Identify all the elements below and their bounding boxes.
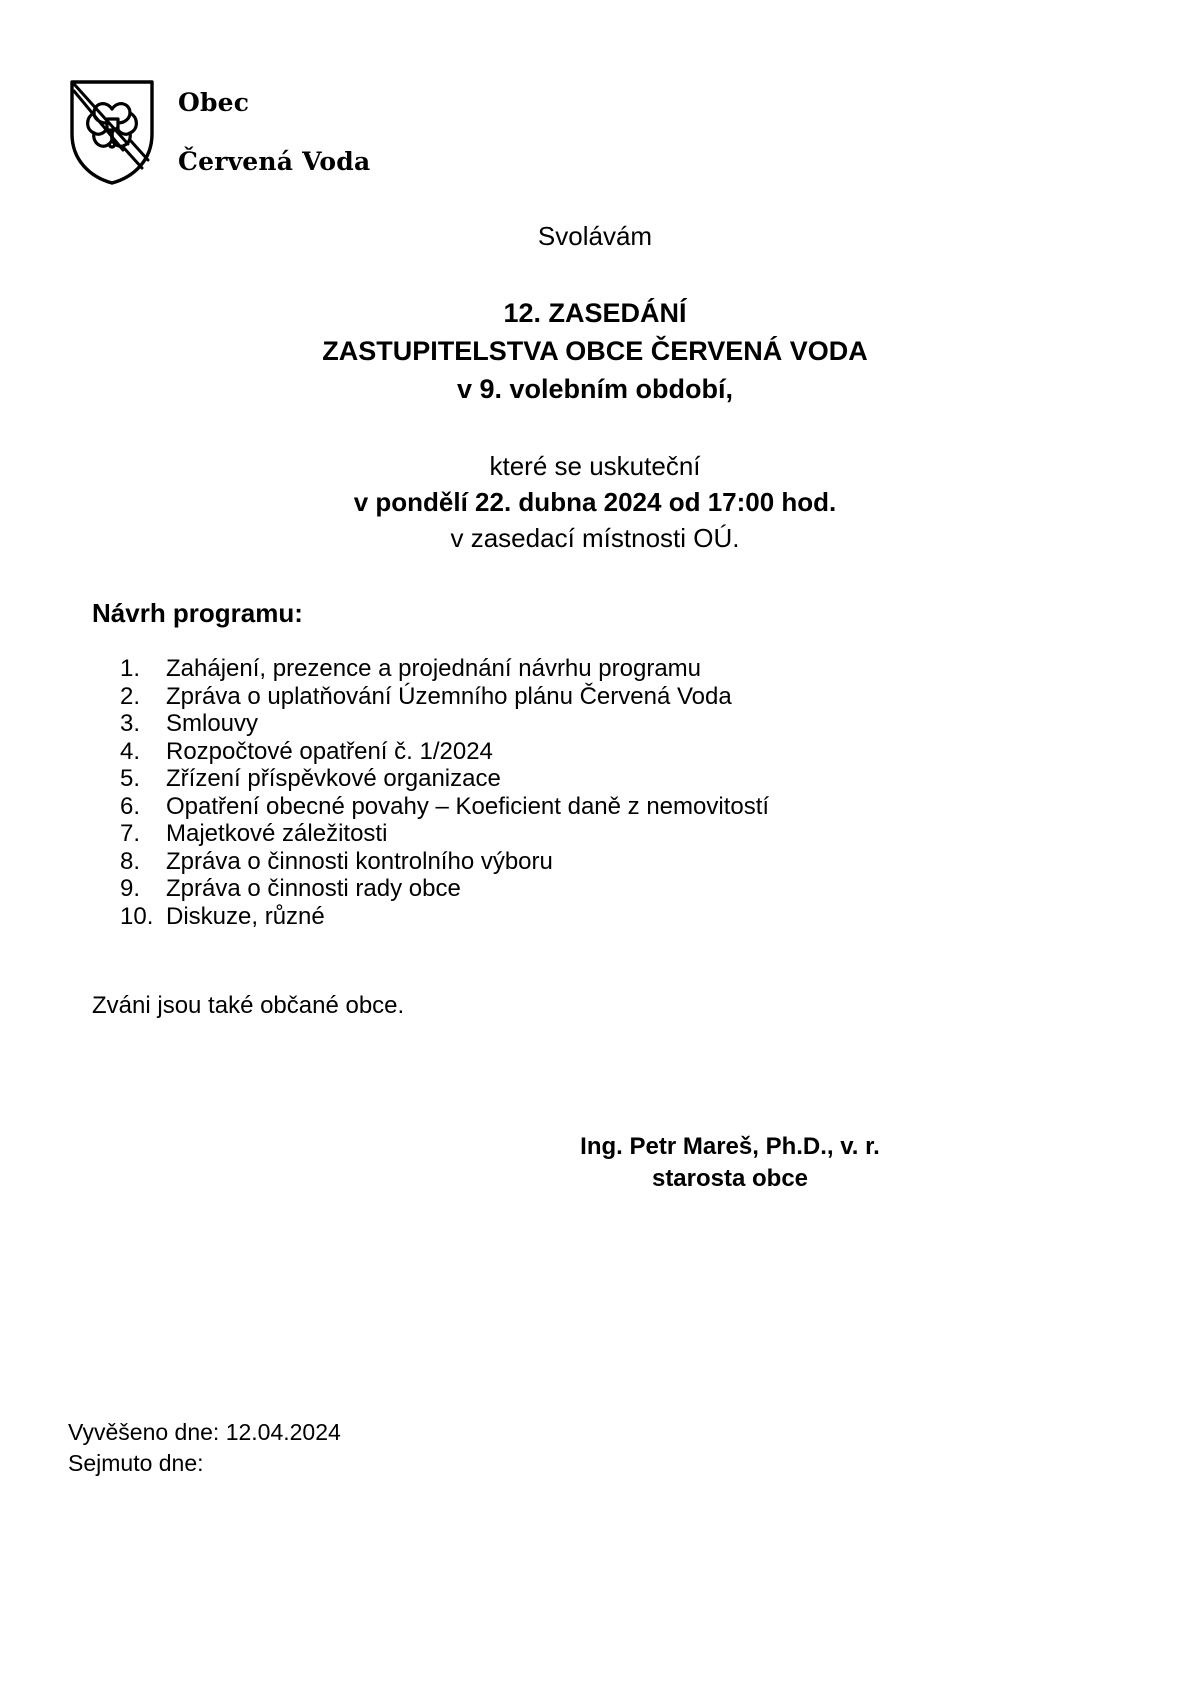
agenda-item-number: 7. <box>120 820 141 847</box>
meeting-title-line-1: 12. ZASEDÁNÍ <box>503 298 687 328</box>
spacer <box>0 254 1190 294</box>
agenda-item-text: Zpráva o činnosti kontrolního výboru <box>166 847 553 875</box>
agenda-item-text: Zahájení, prezence a projednání návrhu programu <box>166 655 702 682</box>
agenda-item-number: 6. <box>120 792 141 820</box>
agenda-item-text: Zřízení příspěvkové organizace <box>166 765 501 792</box>
agenda-item-number: 1. <box>120 655 141 682</box>
agenda-item-text: Majetkové záležitosti <box>166 820 388 847</box>
agenda-item <box>120 875 769 903</box>
spacer <box>0 408 1190 448</box>
document-header <box>68 58 370 206</box>
logo-line-obec: Obec <box>178 87 250 117</box>
agenda-item-number: 3. <box>120 710 141 737</box>
meeting-datetime: v pondělí 22. dubna 2024 od 17:00 hod. <box>353 487 837 517</box>
agenda-item <box>120 848 769 876</box>
agenda-item-number: 5. <box>120 765 141 792</box>
agenda-item-number: 9. <box>120 875 141 902</box>
program-heading: Návrh programu: <box>92 598 303 628</box>
agenda-item <box>120 738 769 766</box>
removed-date: Sejmuto dne: <box>68 1450 204 1476</box>
agenda-item-text: Diskuze, různé <box>166 902 325 930</box>
meeting-title-line-2: ZASTUPITELSTVA OBCE ČERVENÁ VODA <box>322 336 868 366</box>
agenda-item-text: Smlouvy <box>166 710 259 737</box>
agenda-item-text: Rozpočtové opatření č. 1/2024 <box>166 737 493 765</box>
agenda-item-text: Zpráva o činnosti rady obce <box>166 875 461 902</box>
agenda-item <box>120 820 769 848</box>
invitation-block <box>0 218 1190 556</box>
agenda-item <box>120 710 769 738</box>
agenda-item <box>120 793 769 821</box>
logo-line-cervena-voda: Červená Voda <box>178 146 371 176</box>
signature-block <box>135 1131 1190 1195</box>
coat-of-arms-shield-rose-icon <box>68 78 156 186</box>
agenda-item-number: 8. <box>120 847 141 875</box>
agenda-item <box>120 765 769 793</box>
agenda-item <box>120 655 769 683</box>
meeting-title-line-3: v 9. volebním období, <box>456 374 734 404</box>
agenda-item-number: 2. <box>120 682 141 710</box>
agenda-item-text: Opatření obecné povahy – Koeficient daně z nemovitostí <box>166 792 770 820</box>
agenda-item <box>120 683 769 711</box>
signature-role: starosta obce <box>651 1165 809 1192</box>
meeting-place: v zasedací místnosti OÚ. <box>450 523 740 553</box>
posting-dates-footer <box>68 1417 341 1479</box>
invitation-intro: Svolávám <box>537 221 653 251</box>
agenda-item-number: 4. <box>120 737 141 765</box>
agenda-item <box>120 903 769 931</box>
signature-name: Ing. Petr Mareš, Ph.D., v. r. <box>580 1133 880 1160</box>
agenda-item-number: 10. <box>120 902 154 930</box>
municipality-name <box>178 58 370 206</box>
meeting-takes-place-text: které se uskuteční <box>489 451 701 481</box>
posted-date: Vyvěšeno dne: 12.04.2024 <box>68 1419 341 1445</box>
citizens-invited-note: Zváni jsou také občané obce. <box>92 992 405 1019</box>
agenda-list <box>120 655 769 930</box>
agenda-item-text: Zpráva o uplatňování Územního plánu Červená Voda <box>166 682 732 710</box>
